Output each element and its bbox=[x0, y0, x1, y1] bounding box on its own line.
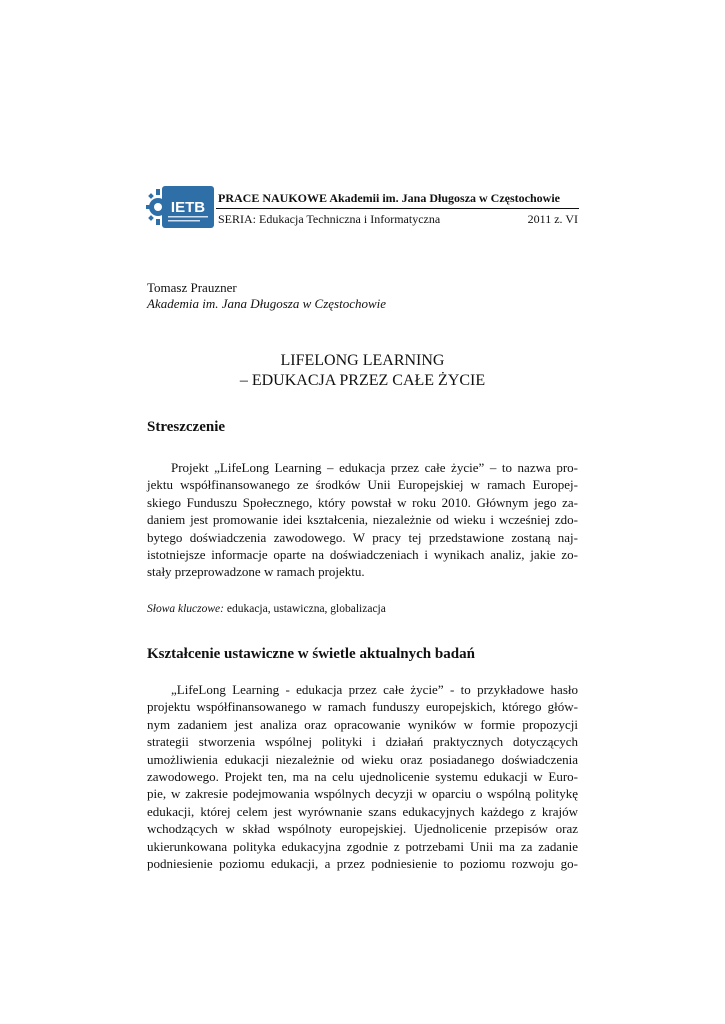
text-line: edukacji, której celem jest wyrównanie szans edukacyjnych każdego z krajów bbox=[147, 803, 578, 819]
issue-number: 2011 z. VI bbox=[527, 212, 578, 226]
text-line: skiego Funduszu Społecznego, który powstał w roku 2010. Głównym jego za- bbox=[147, 494, 578, 510]
section-paragraph bbox=[147, 681, 578, 872]
author-name: Tomasz Prauzner bbox=[147, 280, 237, 295]
text-line: daniem jest promowanie idei kształcenia, niezależnie od wieku i wcześniej zdo- bbox=[147, 512, 578, 528]
journal-name: PRACE NAUKOWE Akademii im. Jana Długosza w Częstochowie bbox=[218, 191, 560, 205]
text-line: nym zadaniem jest analiza oraz opracowanie wyników w formie propozycji bbox=[147, 716, 578, 732]
journal-logo bbox=[146, 182, 216, 232]
author-affiliation: Akademia im. Jana Długosza w Częstochowie bbox=[147, 296, 387, 311]
text-line: bytego doświadczenia zawodowego. W pracy tej przedstawione zostaną naj- bbox=[147, 529, 578, 545]
text-line: „LifeLong Learning - edukacja przez całe życie” - to przykładowe hasło bbox=[171, 682, 578, 697]
series-name: SERIA: Edukacja Techniczna i Informatyczna bbox=[218, 212, 441, 226]
text-line: pie, w zakresie podejmowania wspólnych decyzji w oparciu o wspólną politykę bbox=[147, 786, 578, 802]
text-line: zawodowego. Projekt ten, ma na celu ujednolicenie systemu edukacji w Euro- bbox=[147, 769, 578, 785]
title-line-2: – EDUKACJA PRZEZ CAŁE ŻYCIE bbox=[239, 372, 486, 389]
abstract-paragraph bbox=[147, 459, 578, 581]
paper-title bbox=[147, 351, 578, 391]
logo-text: IETB bbox=[170, 199, 206, 216]
title-line-1: LIFELONG LEARNING bbox=[280, 352, 445, 369]
text-line: wchodzących w skład wspólnoty europejskiej. Ujednolicenie przepisów oraz bbox=[147, 821, 578, 837]
text-line: projektu współfinansowanego w ramach funduszy europejskich, którego głów- bbox=[147, 699, 578, 715]
section-heading: Kształcenie ustawiczne w świetle aktualnych badań bbox=[147, 646, 475, 662]
text-line: strategii stworzenia wspólnej polityki i działań praktycznych dotyczących bbox=[147, 734, 578, 750]
keywords-label: Słowa kluczowe: bbox=[147, 603, 224, 615]
series-line bbox=[218, 212, 578, 227]
keywords bbox=[147, 603, 386, 615]
header-divider bbox=[216, 208, 579, 209]
text-line: umożliwienia edukacji niezależnie od wieku oraz posiadanego doświadczenia bbox=[147, 751, 578, 767]
text-line: ukierunkowana polityka edukacyjna zgodnie z potrzebami Unii ma za zadanie bbox=[147, 838, 578, 854]
text-line: podniesienie poziomu edukacji, a przez podniesienie to poziomu rozwoju go- bbox=[147, 856, 578, 872]
abstract-heading: Streszczenie bbox=[147, 419, 226, 435]
text-line: istotniejsze informacje oparte na doświadczeniach i wynikach analiz, jakie zo- bbox=[147, 547, 578, 563]
text-line: stały przeprowadzone w ramach projektu. bbox=[147, 564, 365, 580]
keywords-value: edukacja, ustawiczna, globalizacja bbox=[226, 603, 386, 615]
text-line: jektu współfinansowanego ze środków Unii Europejskiej w ramach Europej- bbox=[147, 477, 578, 493]
text-line: Projekt „LifeLong Learning – edukacja przez całe życie” – to nazwa pro- bbox=[171, 460, 578, 475]
